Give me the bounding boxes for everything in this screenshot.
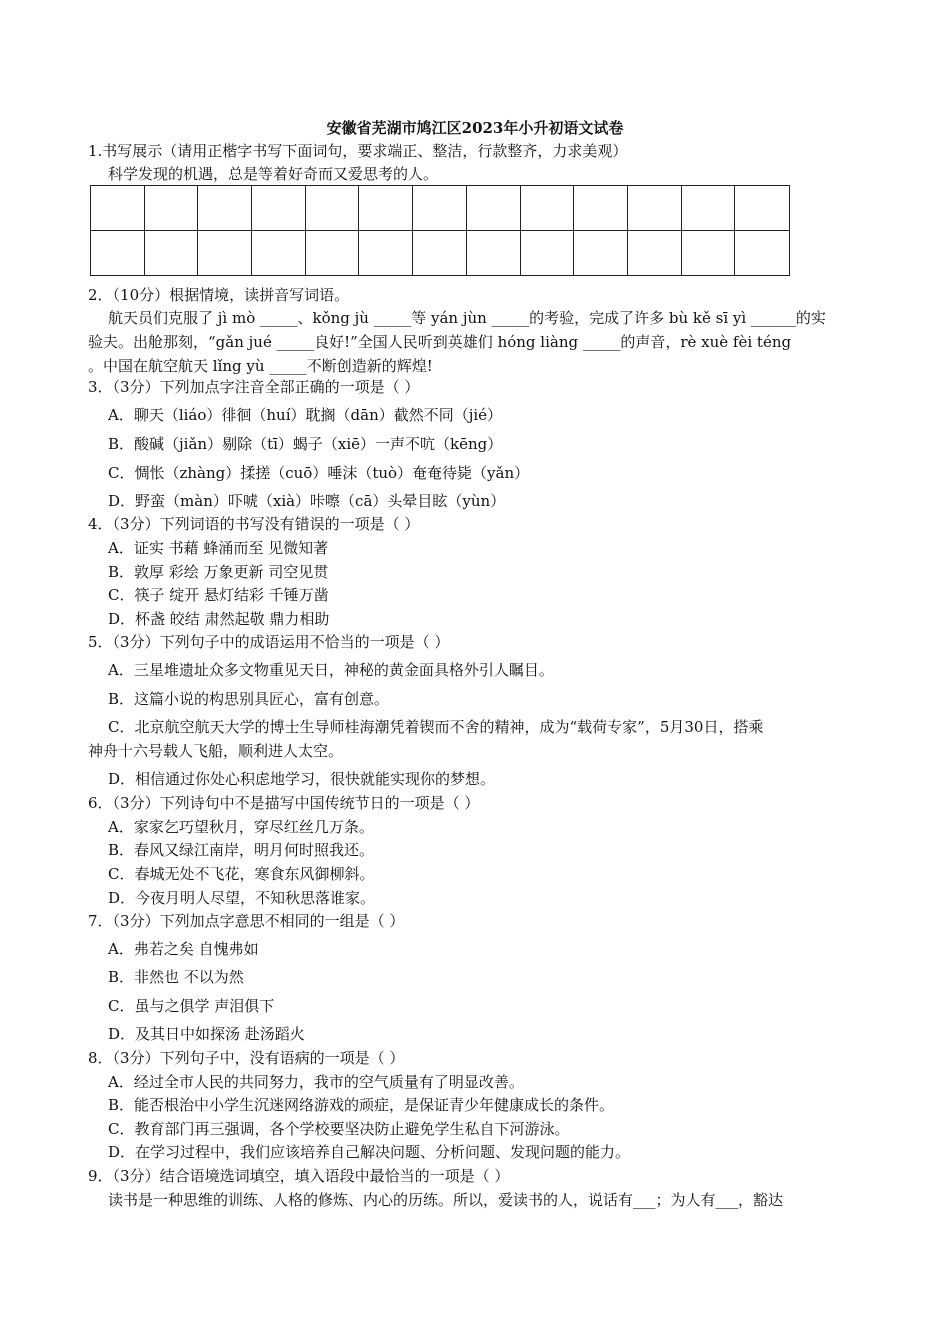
q4-option-d: D．杯盏 皎结 肃然起敬 鼎力相助 — [108, 610, 330, 628]
q5-stem: 5．（3分）下列句子中的成语运用不恰当的一项是（ ） — [88, 633, 450, 651]
q1-stem: 1.书写展示（请用正楷字书写下面词句，要求端正、整洁，行款整齐，力求美观） — [88, 142, 628, 160]
q5-option-c-line-2: 神舟十六号载人飞船，顺利进人太空。 — [88, 742, 344, 760]
q7-option-d: D．及其日中如探汤 赴汤蹈火 — [108, 1025, 305, 1043]
q4-option-b: B．敦厚 彩绘 万象更新 司空见贯 — [108, 563, 329, 581]
q7-option-c: C．虽与之俱学 声泪俱下 — [108, 997, 275, 1015]
q3-stem: 3．（3分）下列加点字注音全部正确的一项是（ ） — [88, 378, 420, 396]
q8-option-b: B．能否根治中小学生沉迷网络游戏的顽症，是保证青少年健康成长的条件。 — [108, 1096, 615, 1114]
q3-option-a: A．聊天（liáo）徘徊（huí）耽搁（dān）截然不同（jié） — [108, 406, 503, 424]
q6-option-a: A．家家乞巧望秋月，穿尽红丝几万条。 — [108, 818, 374, 836]
q2-line-1: 航天员们克服了 jì mò _____、kǒng jù _____等 yán jùn _____的考验，完成了许多 bù kě sī yì ______的实 — [108, 309, 826, 327]
exam-title: 安徽省芜湖市鸠江区2023年小升初语文试卷 — [326, 119, 624, 137]
q2-line-3: 。中国在航空航天 lǐng yù _____不断创造新的辉煌! — [88, 357, 433, 375]
q6-option-d: D．今夜月明人尽望，不知秋思落谁家。 — [108, 889, 376, 907]
q4-stem: 4．（3分）下列词语的书写没有错误的一项是（ ） — [88, 515, 420, 533]
q2-stem: 2．（10分）根据情境，读拼音写词语。 — [88, 286, 350, 304]
q8-option-a: A．经过全市人民的共同努力，我市的空气质量有了明显改善。 — [108, 1073, 524, 1091]
q6-stem: 6．（3分）下列诗句中不是描写中国传统节日的一项是（ ） — [88, 794, 480, 812]
q5-option-d: D．相信通过你处心积虑地学习，很快就能实现你的梦想。 — [108, 770, 496, 788]
q6-option-b: B．春风又绿江南岸，明月何时照我还。 — [108, 841, 375, 859]
q3-option-b: B．酸碱（jiǎn）剔除（tī）蝎子（xiē）一声不吭（kēng） — [108, 435, 503, 453]
q4-option-c: C．筷子 绽开 悬灯结彩 千锤万凿 — [108, 586, 329, 604]
q4-option-a: A．证实 书藉 蜂涌而至 见微知著 — [108, 539, 329, 557]
q8-option-c: C．教育部门再三强调，各个学校要坚决防止避免学生私自下河游泳。 — [108, 1120, 570, 1138]
q7-stem: 7．（3分）下列加点字意思不相同的一组是（ ） — [88, 912, 405, 930]
q9-line-1: 读书是一种思维的训练、人格的修炼、内心的历练。所以，爱读书的人，说话有___；为人有___，豁达 — [108, 1191, 784, 1209]
q6-option-c: C．春城无处不飞花，寒食东风御柳斜。 — [108, 865, 375, 883]
q5-option-b: B．这篇小说的构思别具匠心，富有创意。 — [108, 690, 390, 708]
q7-option-a: A．弗若之矣 自愧弗如 — [108, 940, 259, 958]
q3-option-d: D．野蛮（màn）吓唬（xià）咔嚓（cā）头晕目眩（yùn） — [108, 492, 506, 510]
q9-stem: 9．（3分）结合语境选词填空，填入语段中最恰当的一项是（ ） — [88, 1167, 510, 1185]
writing-grid[interactable] — [90, 185, 790, 276]
q5-option-c-line-1: C．北京航空航天大学的博士生导师桂海潮凭着锲而不舍的精神，成为“载荷专家”，5月30日，搭乘 — [108, 718, 764, 736]
q8-stem: 8．（3分）下列句子中，没有语病的一项是（ ） — [88, 1049, 405, 1067]
q7-option-b: B．非然也 不以为然 — [108, 968, 244, 986]
q8-option-d: D．在学习过程中，我们应该培养自己解决问题、分析问题、发现问题的能力。 — [108, 1143, 631, 1161]
q3-option-c: C．惆怅（zhàng）揉搓（cuō）唾沫（tuò）奄奄待毙（yǎn） — [108, 464, 530, 482]
q1-text: 科学发现的机遇，总是等着好奇而又爱思考的人。 — [108, 165, 439, 183]
q2-line-2: 验夫。出舱那刻，“gǎn jué _____良好!”全国人民听到英雄们 hóng liàng _____的声音，rè xuè fèi téng — [88, 333, 792, 351]
q5-option-a: A．三星堆遗址众多文物重见天日，神秘的黄金面具格外引人瞩目。 — [108, 661, 554, 679]
